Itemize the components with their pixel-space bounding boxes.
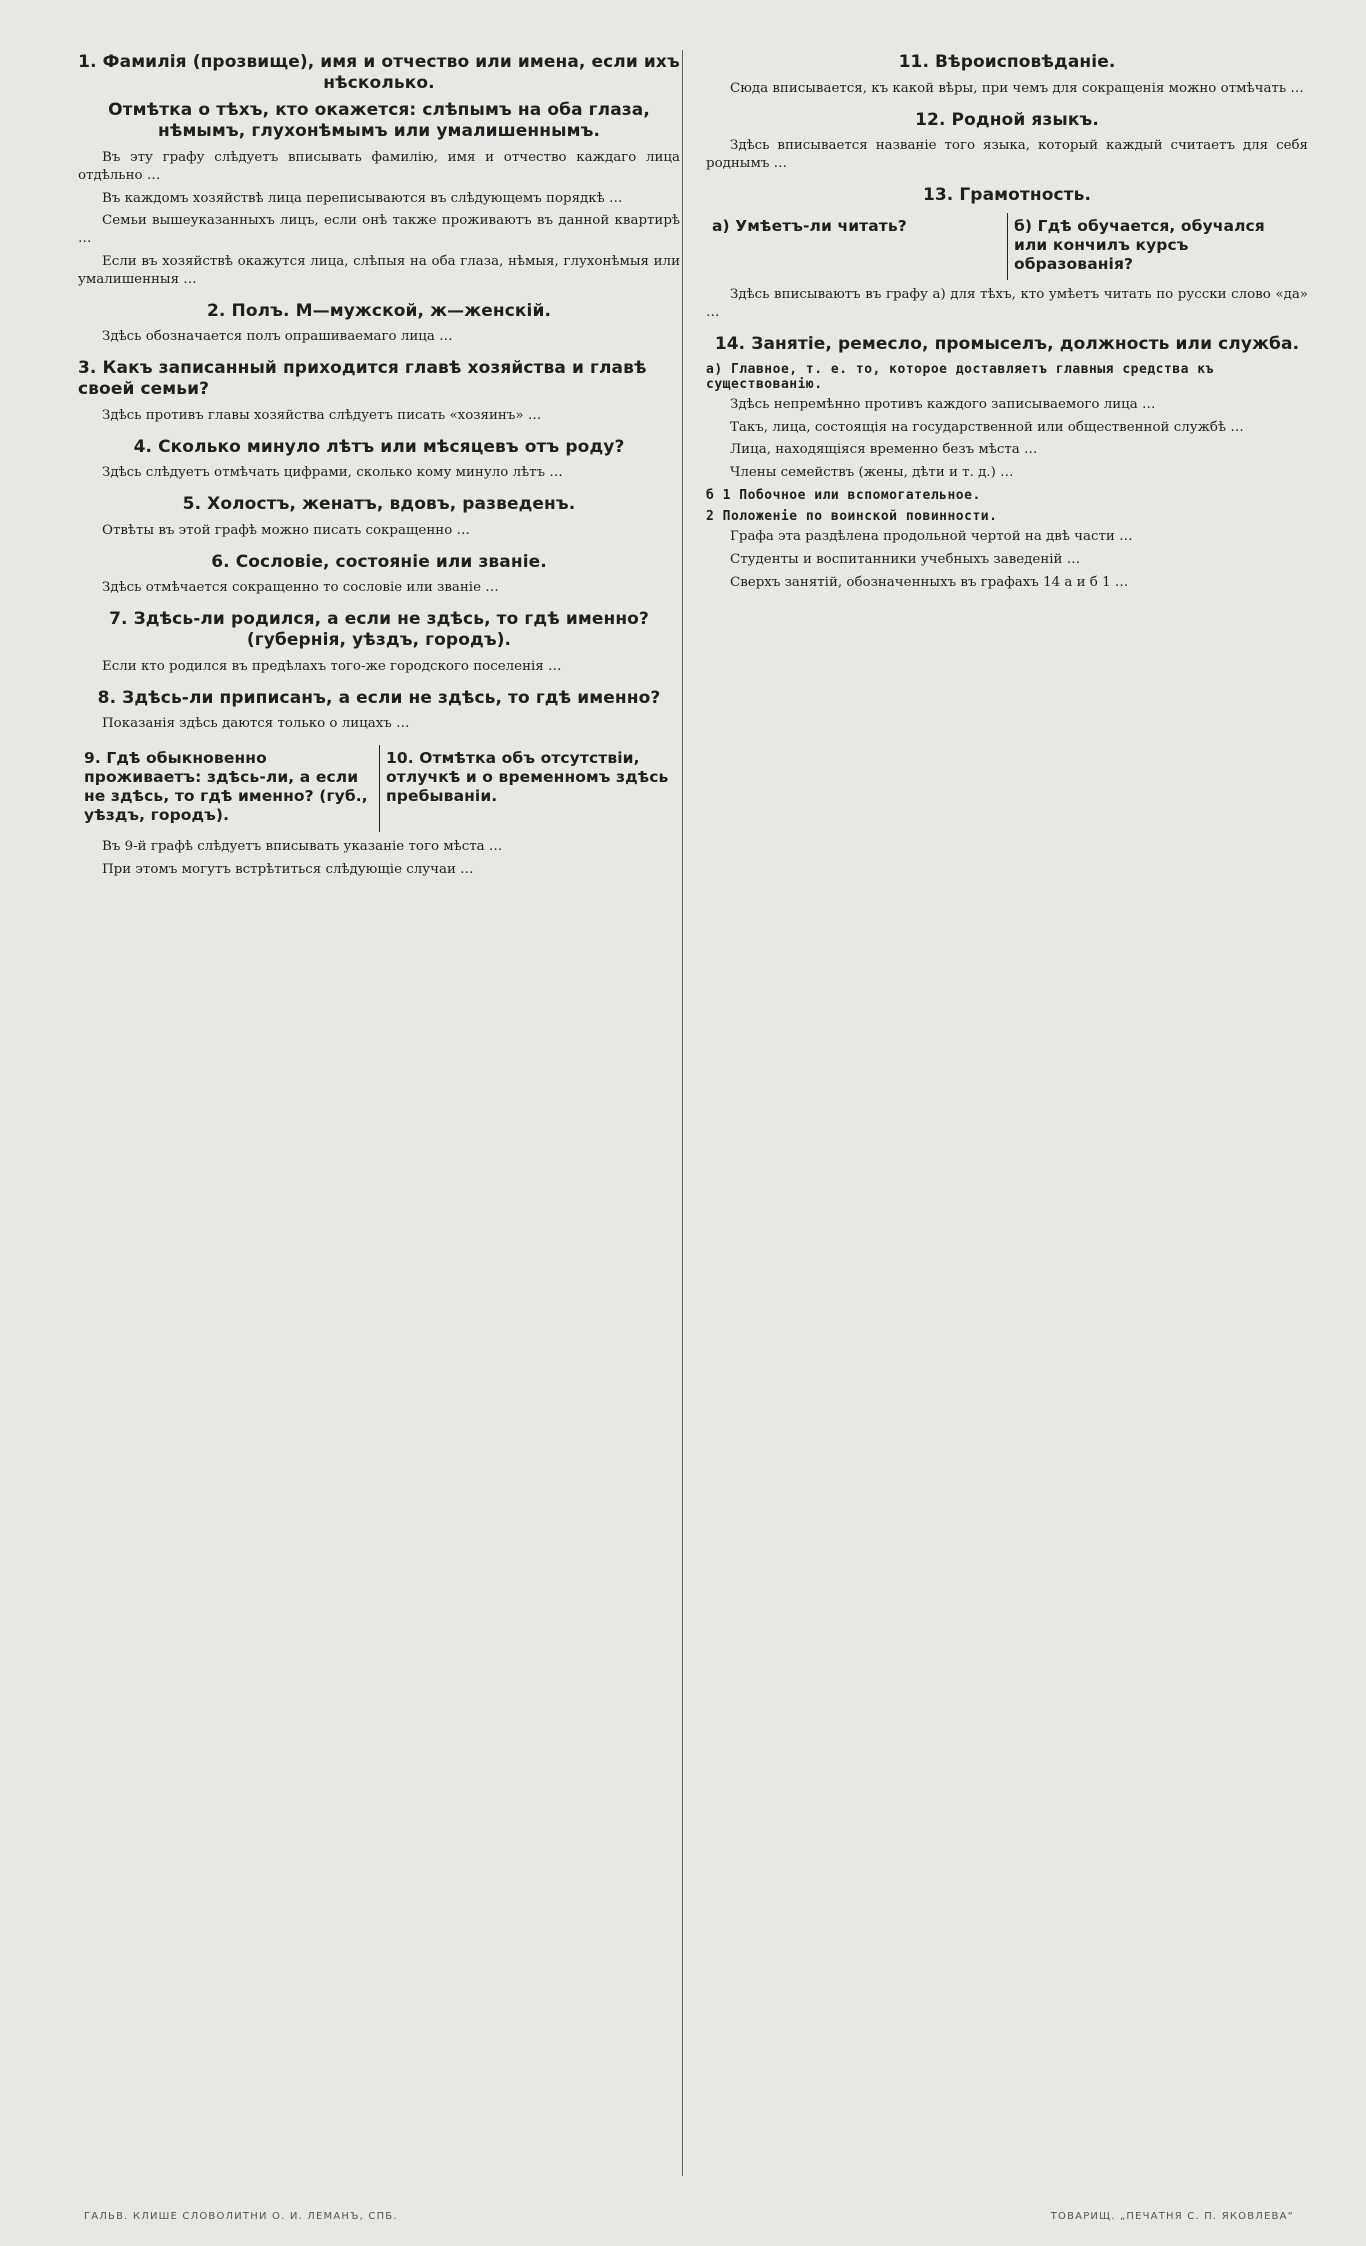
section-12-heading: 12. Родной языкъ. xyxy=(915,109,1099,130)
section-5 xyxy=(78,494,680,540)
section-14b2-subheading: 2 Положеніе по воинской повинности. xyxy=(706,509,998,525)
paragraph: Въ каждомъ хозяйствѣ лица переписываются въ слѣдующемъ порядкѣ … xyxy=(102,190,623,206)
section-14b1-subheading: б 1 Побочное или вспомогательное. xyxy=(706,488,981,504)
section-8-heading: 8. Здѣсь-ли приписанъ, а если не здѣсь, то гдѣ именно? xyxy=(97,687,661,708)
section-3-heading: 3. Какъ записанный приходится главѣ хозяйства и главѣ своей семьи? xyxy=(78,358,647,400)
section-7-heading: 7. Здѣсь-ли родился, а если не здѣсь, то гдѣ именно? (губернія, уѣздъ, городъ). xyxy=(109,609,649,651)
section-12 xyxy=(706,110,1308,173)
left-column xyxy=(78,48,680,2216)
section-13a-cell xyxy=(706,213,1007,281)
paragraph: Графа эта раздѣлена продольной чертой на двѣ части … xyxy=(730,529,1133,545)
paragraph: Здѣсь вписываютъ въ графу а) для тѣхъ, кто умѣетъ читать по русски слово «да» … xyxy=(706,287,1308,321)
section-4 xyxy=(78,437,680,483)
section-13b-cell xyxy=(1007,213,1308,281)
paragraph: Студенты и воспитанники учебныхъ заведеній … xyxy=(730,551,1081,567)
paragraph: Здѣсь отмѣчается сокращенно то сословіе или званіе … xyxy=(102,580,499,596)
section-1-heading: 1. Фамилія (прозвище), имя и отчество или имена, если ихъ нѣсколько. xyxy=(78,52,680,93)
paragraph: Въ эту графу слѣдуетъ вписывать фамилію, имя и отчество каждаго лица отдѣльно … xyxy=(78,149,680,183)
section-1-subheading: Отмѣтка о тѣхъ, кто окажется: слѣпымъ на оба глаза, нѣмымъ, глухонѣмымъ или умалишеннымъ. xyxy=(108,100,650,142)
footer-right-imprint: ТОВАРИЩ. „ПЕЧАТНЯ С. П. ЯКОВЛЕВА“ xyxy=(1050,2211,1294,2222)
paragraph: Сюда вписывается, къ какой вѣры, при чемъ для сокращенія можно отмѣчать … xyxy=(730,80,1304,96)
paragraph: Въ 9-й графѣ слѣдуетъ вписывать указаніе того мѣста … xyxy=(102,838,503,854)
paragraph: Здѣсь непремѣнно противъ каждого записываемого лица … xyxy=(730,396,1156,412)
section-10-heading-cell xyxy=(379,745,680,832)
paragraph: Здѣсь обозначается полъ опрашиваемаго лица … xyxy=(102,329,453,345)
paragraph: Если кто родился въ предѣлахъ того-же городского поселенія … xyxy=(102,658,562,674)
section-3 xyxy=(78,358,680,424)
section-13-heading: 13. Грамотность. xyxy=(922,184,1092,205)
section-10-heading: 10. Отмѣтка объ отсутствіи, отлучкѣ и о временномъ здѣсь пребываніи. xyxy=(386,749,669,805)
paragraph: Семьи вышеуказанныхъ лицъ, если онѣ также проживаютъ въ данной квартирѣ … xyxy=(78,213,680,247)
section-1 xyxy=(78,52,680,289)
paragraph: Показанія здѣсь даются только о лицахъ … xyxy=(102,716,410,732)
section-13b-heading: б) Гдѣ обучается, обучался или кончилъ курсъ образованія? xyxy=(1014,216,1265,273)
section-6-heading: 6. Сословіе, состояніе или званіе. xyxy=(211,551,547,572)
section-11 xyxy=(706,52,1308,98)
paragraph: Здѣсь противъ главы хозяйства слѣдуетъ писать «хозяинъ» … xyxy=(102,407,542,423)
section-9-heading-cell xyxy=(78,745,379,832)
paragraph: Если въ хозяйствѣ окажутся лица, слѣпыя на оба глаза, нѣмыя, глухонѣмыя или умалишенныя … xyxy=(78,254,680,287)
section-14a-subheading: а) Главное, т. е. то, которое доставляетъ главныя средства къ существованію. xyxy=(706,361,1214,392)
section-9-10 xyxy=(78,745,680,878)
section-6 xyxy=(78,552,680,598)
section-8 xyxy=(78,688,680,734)
section-9-10-headings xyxy=(78,745,680,832)
right-column xyxy=(706,48,1308,2216)
section-2-heading: 2. Полъ. М—мужской, ж—женскій. xyxy=(206,300,552,321)
section-11-heading: 11. Вѣроисповѣданіе. xyxy=(898,52,1116,72)
section-9-heading: 9. Гдѣ обыкновенно проживаетъ: здѣсь-ли, а если не здѣсь, то гдѣ именно? (губ., уѣздъ, городъ). xyxy=(84,749,368,824)
section-2 xyxy=(78,301,680,347)
section-7 xyxy=(78,609,680,675)
section-13 xyxy=(706,185,1308,322)
paragraph: Лица, находящіяся временно безъ мѣста … xyxy=(730,442,1038,458)
paragraph: Отвѣты въ этой графѣ можно писать сокращенно … xyxy=(102,522,470,538)
section-14-heading: 14. Занятіе, ремесло, промыселъ, должность или служба. xyxy=(714,334,1300,355)
paragraph: Такъ, лица, состоящія на государственной или общественной службѣ … xyxy=(730,419,1244,435)
section-4-heading: 4. Сколько минуло лѣтъ или мѣсяцевъ отъ роду? xyxy=(133,436,625,457)
paragraph: Здѣсь слѣдуетъ отмѣчать цифрами, сколько кому минуло лѣтъ … xyxy=(102,465,563,481)
paragraph: Члены семействъ (жены, дѣти и т. д.) … xyxy=(730,465,1014,481)
section-13a-heading: а) Умѣетъ-ли читать? xyxy=(712,216,907,235)
section-5-heading: 5. Холостъ, женатъ, вдовъ, разведенъ. xyxy=(182,494,576,515)
paragraph: Сверхъ занятій, обозначенныхъ въ графахъ 14 а и б 1 … xyxy=(730,574,1129,590)
paragraph: При этомъ могутъ встрѣтиться слѣдующіе случаи … xyxy=(102,861,474,877)
section-14 xyxy=(706,334,1308,592)
footer-left-imprint: ГАЛЬВ. КЛИШЕ СЛОВОЛИТНИ О. И. ЛЕМАНЪ, СПБ. xyxy=(84,2211,398,2222)
section-13-subheadings xyxy=(706,213,1308,281)
paragraph: Здѣсь вписывается названіе того языка, который каждый считаетъ для себя роднымъ … xyxy=(706,138,1308,172)
